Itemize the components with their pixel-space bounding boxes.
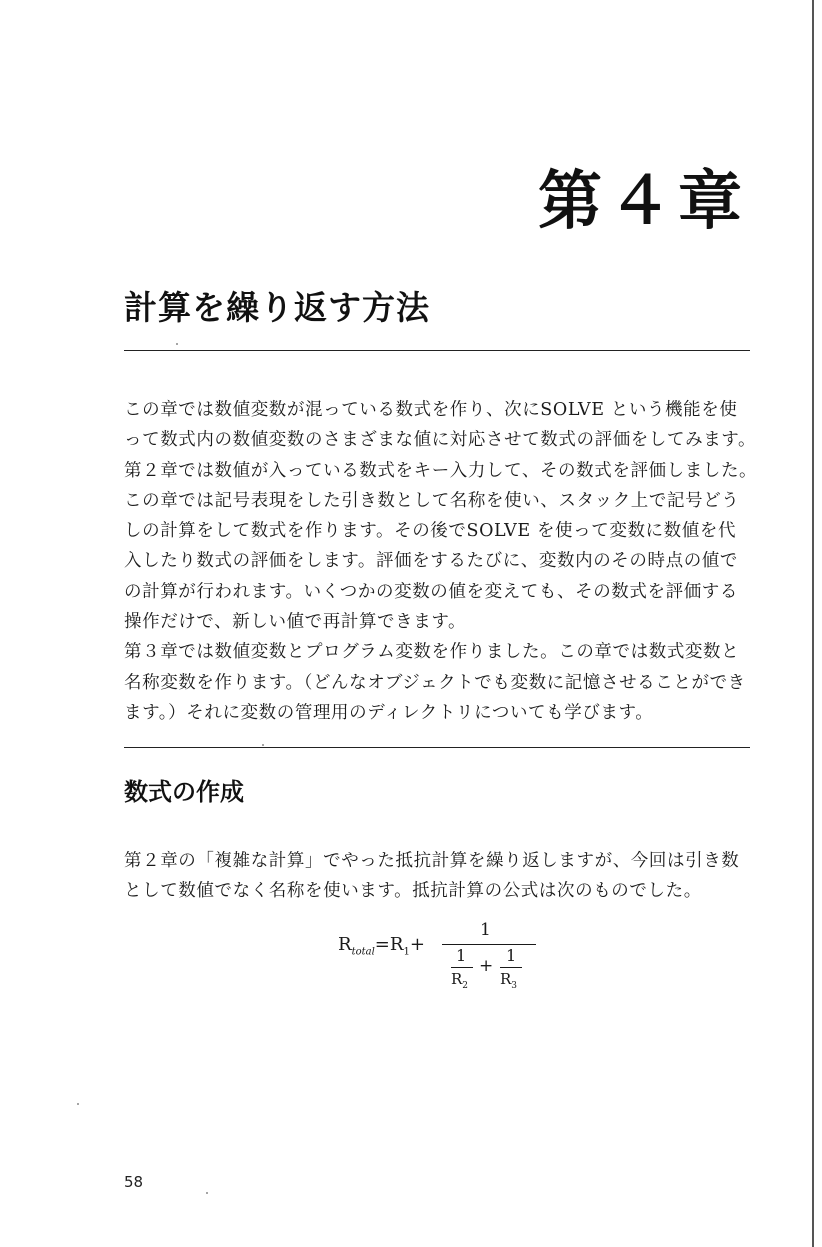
intro-line: この章では記号表現をした引き数として名称を使い、スタック上で記号どう [124,490,740,511]
scan-speck [262,744,264,746]
page-edge-line [812,0,814,1247]
chapter-title: 計算を繰り返す方法 [124,288,430,327]
resistance-formula [338,920,558,1000]
intro-line: って数式内の数値変数のさまざまな値に対応させて数式の評価をしてみます。 [124,430,757,451]
scan-speck [176,343,178,345]
section-paragraph [124,846,754,907]
intro-line: ます。）それに変数の管理用のディレクトリについても学びます。 [124,702,654,723]
intro-line: の計算が行われます。いくつかの変数の値を変えても、その数式を評価する [124,581,738,602]
chapter-label: 第４章 [538,165,748,239]
scan-speck [206,1192,208,1194]
page-number: 58 [124,1173,144,1191]
formula-inner-bar-2 [500,967,522,968]
intro-line: しの計算をして数式を作ります。その後でSOLVE を使って変数に数値を代 [124,521,737,542]
formula-lhs: $R_{total}=R_1+$ [338,934,425,958]
formula-inner-numerator-1: 1 [456,946,467,965]
formula-inner-numerator-2: 1 [506,946,517,965]
formula-inner-denominator-1: $R_2$ [451,970,469,991]
formula-inner-denominator-2: $R_3$ [500,970,518,991]
title-divider [124,350,750,351]
section-heading: 数式の作成 [124,778,244,806]
section-divider [124,747,750,748]
section-line: として数値でなく名称を使います。抵抗計算の公式は次のものでした。 [124,881,702,902]
intro-line: 操作だけで、新しい値で再計算できます。 [124,612,467,633]
intro-line: 第３章では数値変数とプログラム変数を作りました。この章では数式変数と [124,642,740,663]
intro-paragraph [124,395,758,728]
formula-inner-bar-1 [451,967,473,968]
intro-line: 入したり数式の評価をします。評価をするたびに、変数内のその時点の値で [124,551,738,572]
formula-main-fraction-bar [442,944,536,945]
formula-inner-plus: + [479,956,494,976]
section-line: 第２章の「複雑な計算」でやった抵抗計算を繰り返しますが、今回は引き数 [124,851,740,871]
scan-speck [77,1103,79,1105]
intro-line: この章では数値変数が混っている数式を作り、次にSOLVE という機能を使 [124,400,738,420]
intro-line: 第２章では数値が入っている数式をキー入力して、その数式を評価しました。 [124,460,758,481]
intro-line: 名称変数を作ります。（どんなオブジェクトでも変数に記憶させることができ [124,672,746,693]
formula-main-numerator: 1 [480,920,491,940]
